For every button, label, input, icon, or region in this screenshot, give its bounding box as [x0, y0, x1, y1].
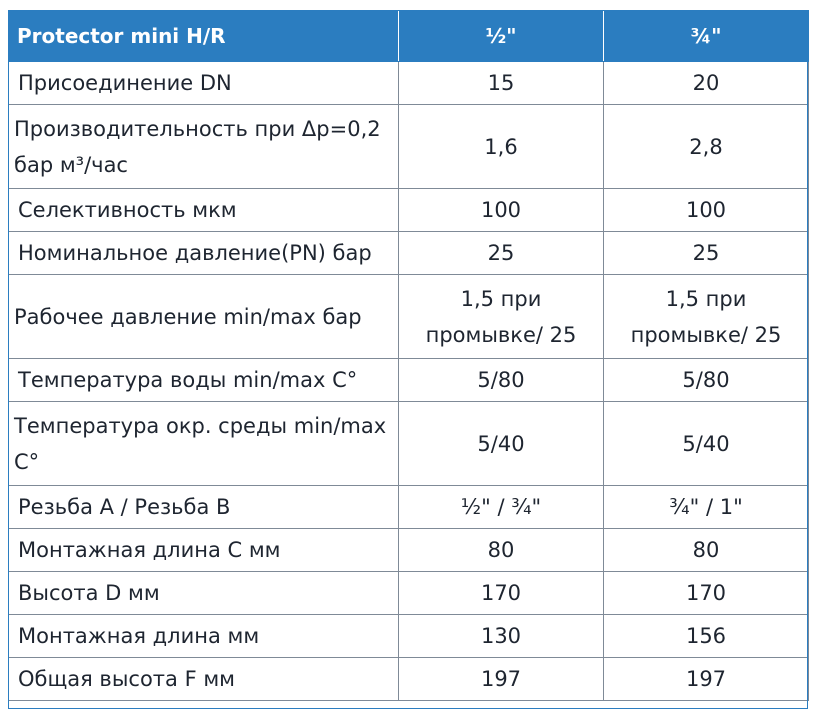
row-value-half: ½" / ¾" — [399, 486, 604, 529]
table-row — [9, 62, 809, 105]
row-value-three-quarter: 5/80 — [604, 359, 809, 402]
row-value-half: 5/80 — [399, 359, 604, 402]
product-name-header: Protector mini H/R — [9, 11, 399, 62]
row-value-three-quarter: 20 — [604, 62, 809, 105]
row-value-three-quarter: 197 — [604, 658, 809, 701]
row-value-half: 25 — [399, 232, 604, 275]
table-row — [9, 232, 809, 275]
row-value-half: 1,6 — [399, 105, 604, 189]
table-row — [9, 275, 809, 359]
row-label: Монтажная длина мм — [9, 615, 399, 658]
table-row — [9, 359, 809, 402]
row-value-three-quarter: 170 — [604, 572, 809, 615]
row-value-half: 130 — [399, 615, 604, 658]
table-row — [9, 402, 809, 486]
row-value-half: 80 — [399, 529, 604, 572]
row-value-half: 100 — [399, 189, 604, 232]
row-value-half: 170 — [399, 572, 604, 615]
row-value-three-quarter: 156 — [604, 615, 809, 658]
row-label: Температура окр. среды min/max C° — [9, 402, 399, 486]
spec-table — [8, 10, 809, 701]
table-row — [9, 189, 809, 232]
row-value-three-quarter: 1,5 при промывке/ 25 — [604, 275, 809, 359]
table-header-row — [9, 11, 809, 62]
row-label: Рабочее давление min/max бар — [9, 275, 399, 359]
row-label: Общая высота F мм — [9, 658, 399, 701]
table-row — [9, 105, 809, 189]
table-row — [9, 486, 809, 529]
row-value-three-quarter: 80 — [604, 529, 809, 572]
table-row — [9, 572, 809, 615]
row-value-three-quarter: 100 — [604, 189, 809, 232]
row-value-half: 1,5 при промывке/ 25 — [399, 275, 604, 359]
size-three-quarter-inch-header: ¾" — [604, 11, 809, 62]
row-value-three-quarter: 5/40 — [604, 402, 809, 486]
row-label: Резьба A / Резьба B — [9, 486, 399, 529]
row-label: Номинальное давление(PN) бар — [9, 232, 399, 275]
row-value-half: 15 — [399, 62, 604, 105]
row-value-half: 197 — [399, 658, 604, 701]
row-label: Высота D мм — [9, 572, 399, 615]
row-label: Селективность мкм — [9, 189, 399, 232]
table-row — [9, 615, 809, 658]
row-label: Присоединение DN — [9, 62, 399, 105]
row-value-three-quarter: 2,8 — [604, 105, 809, 189]
row-label: Производительность при Δp=0,2 бар м³/час — [9, 105, 399, 189]
size-half-inch-header: ½" — [399, 11, 604, 62]
row-value-half: 5/40 — [399, 402, 604, 486]
row-label: Температура воды min/max C° — [9, 359, 399, 402]
table-row — [9, 529, 809, 572]
row-value-three-quarter: ¾" / 1" — [604, 486, 809, 529]
row-label: Монтажная длина C мм — [9, 529, 399, 572]
table-row — [9, 658, 809, 701]
row-value-three-quarter: 25 — [604, 232, 809, 275]
